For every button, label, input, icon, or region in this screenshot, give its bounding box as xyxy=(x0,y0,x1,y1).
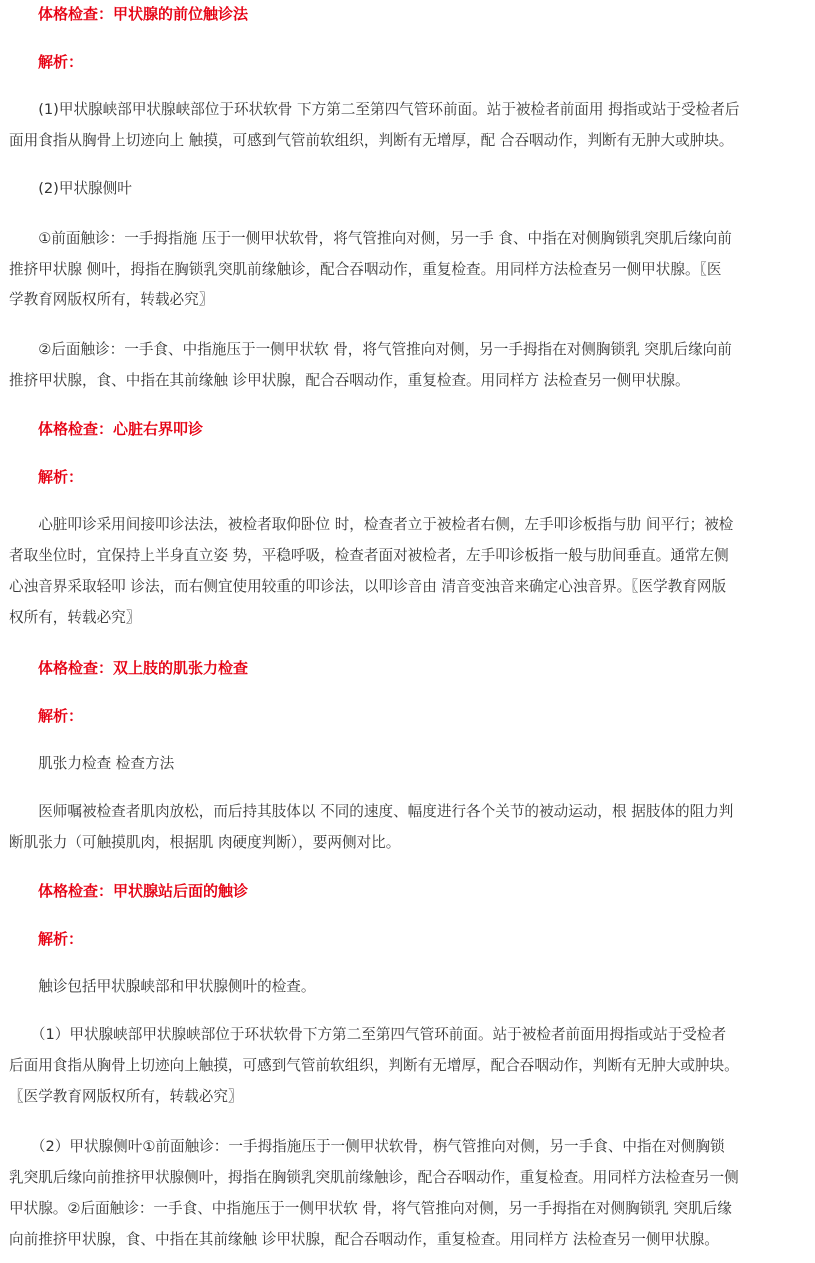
paragraph-line: 推挤甲状腺，食、中指在其前缘触 诊甲状腺，配合吞咽动作，重复检查。用同样方 法检查另一侧甲状腺。 xyxy=(9,372,690,389)
paragraph-line: 〖医学教育网版权所有，转载必究〗 xyxy=(9,1088,243,1105)
paragraph-line: ①前面触诊：一手拇指施 压于一侧甲状软骨，将气管推向对侧，另一手 食、中指在对侧胸锁乳突肌后缘向前 xyxy=(9,230,732,247)
paragraph-line: 心浊音界采取轻叩 诊法，而右侧宜使用较重的叩诊法，以叩诊音由 清音变浊音来确定心浊音界。〖医学教育网版 xyxy=(9,578,727,595)
paragraph-line: （1）甲状腺峡部甲状腺峡部位于环状软骨下方第二至第四气管环前面。站于被检者前面用拇指或站于受检者 xyxy=(9,1026,727,1043)
paragraph-line: 推挤甲状腺 侧叶，拇指在胸锁乳突肌前缘触诊，配合吞咽动作，重复检查。用同样方法检查另一侧甲状腺。〖医 xyxy=(9,261,722,278)
section-heading: 体格检查：双上肢的肌张力检查 xyxy=(38,659,249,677)
section-heading: 体格检查：甲状腺站后面的触诊 xyxy=(38,882,249,900)
paragraph-line: (1)甲状腺峡部甲状腺峡部位于环状软骨 下方第二至第四气管环前面。站于被检者前面用 拇指或站于受检者后 xyxy=(9,101,740,118)
paragraph-line: 面用食指从胸骨上切迹向上 触摸，可感到气管前软组织，判断有无增厚，配 合吞咽动作，判断有无肿大或肿块。 xyxy=(9,132,734,149)
paragraph-line: 肌张力检查 检查方法 xyxy=(9,755,175,772)
section-heading: 体格检查：心脏右界叩诊 xyxy=(38,420,204,438)
analysis-label: 解析： xyxy=(38,468,84,486)
section-heading: 体格检查：甲状腺的前位触诊法 xyxy=(38,5,249,23)
paragraph-line: ②后面触诊：一手食、中指施压于一侧甲状软 骨，将气管推向对侧，另一手拇指在对侧胸锁乳 突肌后缘向前 xyxy=(9,341,732,358)
paragraph-line: (2)甲状腺侧叶 xyxy=(9,180,132,197)
paragraph-line: （2）甲状腺侧叶①前面触诊：一手拇指施压于一侧甲状软骨，栴气管推向对侧，另一手食、中指在对侧胸锁 xyxy=(9,1138,725,1155)
analysis-label: 解析： xyxy=(38,707,84,725)
paragraph-line: 学教育网版权所有，转载必究〗 xyxy=(9,291,214,308)
paragraph-line: 者取坐位时，宜保持上半身直立姿 势，平稳呼吸，检查者面对被检者，左手叩诊板指一般与肋间垂直。通常左侧 xyxy=(9,547,729,564)
analysis-label: 解析： xyxy=(38,930,84,948)
paragraph-line: 断肌张力（可触摸肌肉，根据肌 肉硬度判断），要两侧对比。 xyxy=(9,834,401,851)
paragraph-line: 医师嘱被检查者肌肉放松，而后持其肢体以 不同的速度、幅度进行各个关节的被动运动，根 据肢体的阻力判 xyxy=(9,803,734,820)
paragraph-line: 后面用食指从胸骨上切迹向上触摸，可感到气管前软组织，判断有无增厚，配合吞咽动作，判断有无肿大或肿块。 xyxy=(9,1057,739,1074)
analysis-label: 解析： xyxy=(38,53,84,71)
paragraph-line: 心脏叩诊采用间接叩诊法法，被检者取仰卧位 时，检查者立于被检者右侧，左手叩诊板指与肋 间平行；被检 xyxy=(9,516,734,533)
paragraph-line: 触诊包括甲状腺峡部和甲状腺侧叶的检查。 xyxy=(9,978,316,995)
paragraph-line: 甲状腺。②后面触诊：一手食、中指施压于一侧甲状软 骨，将气管推向对侧，另一手拇指在对侧胸锁乳 突肌后缘 xyxy=(9,1200,732,1217)
paragraph-line: 乳突肌后缘向前推挤甲状腺侧叶，拇指在胸锁乳突肌前缘触诊，配合吞咽动作，重复检查。用同样方法检查另一侧 xyxy=(9,1169,739,1186)
paragraph-line: 权所有，转载必究〗 xyxy=(9,609,141,626)
paragraph-line: 向前推挤甲状腺，食、中指在其前缘触 诊甲状腺，配合吞咽动作，重复检查。用同样方 法检查另一侧甲状腺。 xyxy=(9,1231,719,1248)
